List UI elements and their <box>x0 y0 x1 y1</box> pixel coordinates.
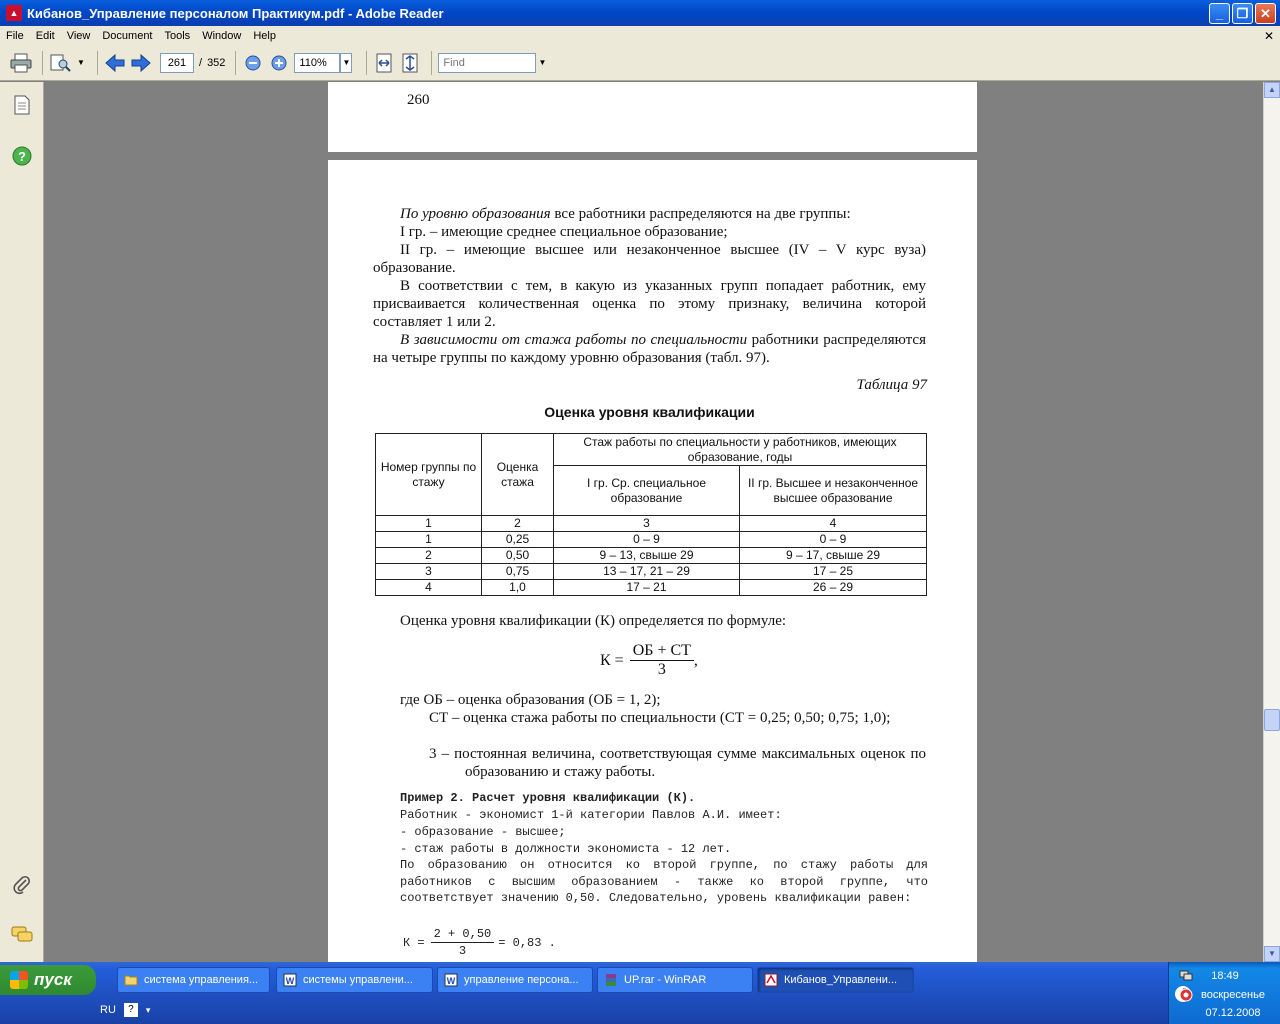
paragraph-text: работники распределяются на четыре группы по каждому уровню образования (табл. 97). <box>373 332 926 366</box>
formula-where: СТ – оценка стажа работы по специальности (СТ = 0,25; 0,50; 0,75; 1,0); <box>429 710 891 726</box>
formula-tail: , <box>693 651 698 669</box>
minimize-button[interactable]: _ <box>1209 3 1230 24</box>
start-label: пуск <box>34 970 72 989</box>
menu-tools[interactable]: Tools <box>164 29 191 42</box>
table-cell: 9 – 17, свыше 29 <box>740 548 927 564</box>
page-number-input[interactable] <box>160 53 194 73</box>
table-row <box>376 548 927 564</box>
formula-denominator: 3 <box>657 661 666 678</box>
taskbar-item-label: UP.rar - WinRAR <box>624 974 707 986</box>
example-line: - стаж работы в должности экономиста - 12 лет. <box>400 842 732 856</box>
close-button[interactable]: ✕ <box>1255 3 1276 24</box>
table-header: Оценка стажа <box>482 434 554 516</box>
italic-lead: В зависимости от стажа работы по специальности <box>400 332 748 348</box>
example-line: По образованию он относится ко второй группе, по стажу работы для работников с высшим образованием - также ко второй группе, что соответствует значению 0,50. Следовательно, уровень квалификации равен: <box>400 858 928 905</box>
toolbar-separator <box>431 51 432 75</box>
taskbar-item-label: система управления... <box>144 974 259 986</box>
table-cell: 0,25 <box>482 532 554 548</box>
example-line: Работник - экономист 1-й категории Павлов А.И. имеет: <box>400 808 782 822</box>
vertical-scrollbar[interactable] <box>1263 82 1280 962</box>
formula-where: где ОБ – оценка образования (ОБ = 1, 2); <box>400 692 661 708</box>
table-header: Стаж работы по специальности у работников, имеющих образование, годы <box>554 434 927 466</box>
find-input[interactable] <box>438 53 536 73</box>
toolbar-separator <box>366 51 367 75</box>
attachment-icon[interactable] <box>11 874 33 896</box>
language-indicator[interactable]: RU <box>100 1004 116 1016</box>
table-row <box>376 580 927 596</box>
taskbar-item-label: системы управлени... <box>303 974 413 986</box>
pdf-icon <box>764 973 778 987</box>
zoom-input[interactable] <box>294 53 340 73</box>
menu-window[interactable]: Window <box>202 29 242 42</box>
table-cell: 13 – 17, 21 – 29 <box>554 564 740 580</box>
table-cell: 9 – 13, свыше 29 <box>554 548 740 564</box>
zoom-out-icon[interactable] <box>242 52 264 74</box>
comments-icon[interactable] <box>11 924 33 946</box>
folder-icon <box>124 973 138 987</box>
window-title: Кибанов_Управление персоналом Практикум.pdf - Adobe Reader <box>27 5 444 21</box>
formula-numerator: ОБ + СТ <box>630 642 694 661</box>
table-cell: 0 – 9 <box>554 532 740 548</box>
chevron-down-icon[interactable]: ▼ <box>77 58 85 67</box>
navigation-panel <box>0 82 44 962</box>
menu-file[interactable]: File <box>6 29 24 42</box>
svg-text:?: ? <box>18 149 26 164</box>
adobe-reader-icon: ▲ <box>6 5 22 21</box>
windows-logo-icon <box>10 971 28 989</box>
example-formula-denominator: 3 <box>458 944 467 958</box>
table-title: Оценка уровня квалификации <box>544 404 755 420</box>
next-page-button[interactable] <box>130 52 152 74</box>
word-document-icon <box>283 973 297 987</box>
pages-icon[interactable] <box>11 94 33 116</box>
word-document-icon <box>444 973 458 987</box>
page-number: 260 <box>407 92 430 108</box>
formula-lhs: К = <box>600 651 624 669</box>
table-cell: 1 <box>376 532 482 548</box>
table-cell: 1 <box>376 516 482 532</box>
toolbar-separator <box>235 51 236 75</box>
date: 07.12.2008 <box>1205 1007 1261 1019</box>
previous-page-button[interactable] <box>104 52 126 74</box>
table-row <box>376 516 927 532</box>
menu-document[interactable]: Document <box>102 29 153 42</box>
taskbar-item-label: Кибанов_Управлени... <box>784 974 898 986</box>
taskbar-item-word-2[interactable] <box>437 967 593 993</box>
paragraph: В соответствии с тем, в какую из указанных групп попадает работник, ему присваивается количественная оценка по этому признаку, величина которой составляет 1 или 2. <box>373 278 926 330</box>
system-tray <box>1168 962 1280 1024</box>
table-cell: 26 – 29 <box>740 580 927 596</box>
qualification-table <box>375 433 927 596</box>
toolbar-separator <box>42 51 43 75</box>
taskbar <box>0 962 1280 1024</box>
day-of-week: воскресенье <box>1201 989 1265 1001</box>
chevron-down-icon[interactable]: ▼ <box>340 53 352 73</box>
table-cell: 0,50 <box>482 548 554 564</box>
taskbar-item-adobe-reader[interactable] <box>757 967 914 993</box>
page-total: 352 <box>207 56 226 69</box>
example-title: Пример 2. Расчет уровня квалификации (К). <box>400 791 696 805</box>
menu-bar <box>0 26 1280 45</box>
document-viewport[interactable] <box>45 82 1263 962</box>
example-formula-result: = 0,83 . <box>498 935 556 950</box>
title-bar <box>0 0 1280 26</box>
table-cell: 2 <box>482 516 554 532</box>
scroll-thumb[interactable] <box>1264 709 1280 731</box>
table-cell: 4 <box>376 580 482 596</box>
winrar-icon <box>604 973 618 987</box>
toolbar-separator <box>97 51 98 75</box>
print-icon[interactable] <box>10 52 32 74</box>
svg-text:W: W <box>446 976 456 986</box>
zoom-in-icon[interactable] <box>268 52 290 74</box>
taskbar-item-label: управление персона... <box>464 974 579 986</box>
example-formula <box>403 926 931 959</box>
paragraph <box>373 331 926 367</box>
help-icon[interactable]: ? <box>124 1003 138 1017</box>
menu-view[interactable]: View <box>66 29 91 42</box>
table-cell: 3 <box>554 516 740 532</box>
formula-intro: Оценка уровня квалификации (К) определяется по формуле: <box>400 613 787 629</box>
paragraph <box>373 205 926 223</box>
pdf-page-current <box>328 160 977 962</box>
table-header: Номер группы по стажу <box>376 434 482 516</box>
example-formula-lhs: К = <box>403 935 425 950</box>
fit-page-icon[interactable] <box>399 52 421 74</box>
table-row <box>376 564 927 580</box>
paragraph-text: все работники распределяются на две группы: <box>550 206 851 222</box>
close-document-button[interactable]: ✕ <box>1263 28 1274 43</box>
start-button[interactable] <box>0 965 96 995</box>
table-cell: 3 <box>376 564 482 580</box>
scroll-up-icon[interactable]: ▲ <box>1264 82 1280 98</box>
paragraph: I гр. – имеющие среднее специальное образование; <box>400 224 728 240</box>
language-options-icon[interactable]: ▾ <box>145 1004 151 1015</box>
table-header: II гр. Высшее и незаконченное высшее образование <box>740 466 927 516</box>
table-cell: 4 <box>740 516 927 532</box>
svg-text:W: W <box>285 976 295 986</box>
menu-edit[interactable]: Edit <box>35 29 55 42</box>
chevron-down-icon[interactable]: ▼ <box>538 58 547 67</box>
table-cell: 17 – 25 <box>740 564 927 580</box>
table-header: I гр. Ср. специальное образование <box>554 466 740 516</box>
table-cell: 0,75 <box>482 564 554 580</box>
formula <box>600 642 698 679</box>
example-formula-numerator: 2 + 0,50 <box>431 926 495 943</box>
maximize-button[interactable]: ❐ <box>1232 3 1253 24</box>
search-document-icon[interactable] <box>49 52 71 74</box>
example-line: - образование - высшее; <box>400 825 566 839</box>
toolbar <box>0 45 1280 81</box>
table-cell: 17 – 21 <box>554 580 740 596</box>
table-cell: 1,0 <box>482 580 554 596</box>
italic-lead: По уровню образования <box>400 206 551 222</box>
paragraph: II гр. – имеющие высшее или незаконченное высшее (IV – V курс вуза) образование. <box>373 242 926 276</box>
taskbar-item-word-1[interactable] <box>276 967 433 993</box>
pdf-page-previous <box>328 82 977 152</box>
help-icon[interactable] <box>11 145 33 167</box>
table-cell: 0 – 9 <box>740 532 927 548</box>
scroll-down-icon[interactable]: ▼ <box>1264 946 1280 962</box>
language-bar <box>100 1000 150 1020</box>
taskbar-item-winrar[interactable] <box>597 967 753 993</box>
taskbar-item-folder[interactable] <box>117 967 270 993</box>
clock[interactable]: 18:49 <box>1211 970 1239 982</box>
page-separator: / <box>199 56 203 69</box>
table-cell: 2 <box>376 548 482 564</box>
menu-help[interactable]: Help <box>253 29 276 42</box>
formula-where: 3 – постоянная величина, соответствующая сумме максимальных оценок по образованию и стажу работы. <box>429 746 926 780</box>
table-row <box>376 532 927 548</box>
table-caption: Таблица 97 <box>856 377 927 393</box>
fit-width-icon[interactable] <box>373 52 395 74</box>
